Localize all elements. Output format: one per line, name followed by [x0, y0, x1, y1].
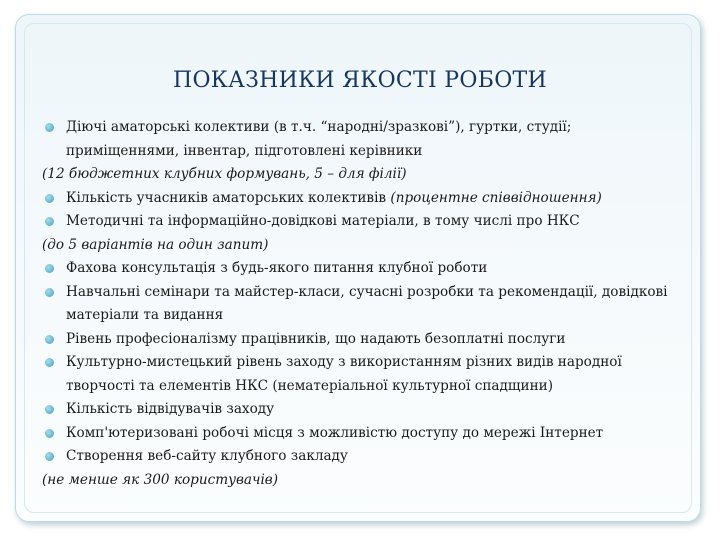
list-item-text: Кількість відвідувачів заходу	[66, 401, 275, 417]
list-item	[42, 257, 682, 281]
list-item	[42, 210, 682, 234]
list-item-text: Рівень професіоналізму працівників, що надають безоплатні послуги	[66, 330, 566, 347]
bullet-icon	[45, 405, 54, 414]
list-note-text: (12 бюджетних клубних формувань, 5 – для філії)	[42, 166, 407, 182]
list-item-text: Комп'ютеризовані робочі місця з можливістю доступу до мережі Інтернет	[66, 424, 604, 441]
bullet-icon	[45, 452, 54, 461]
list-item	[42, 328, 682, 352]
list-item	[42, 281, 682, 328]
list-item-text: Фахова консультація з будь-якого питання клубної роботи	[66, 260, 488, 276]
list-item-italic-text: (процентне співвідношення)	[390, 189, 602, 206]
bullet-icon	[45, 217, 54, 226]
page-title: ПОКАЗНИКИ ЯКОСТІ РОБОТИ	[172, 68, 547, 93]
bullet-icon	[45, 429, 54, 438]
list-item-text: Навчальні семінари та майстер-класи, сучасні розробки та рекомендації, довідкові матеріали та видання	[66, 283, 668, 323]
list-item	[42, 398, 682, 422]
list-note	[42, 163, 682, 187]
list-item-text: Діючі аматорські колективи (в т.ч. “народні/зразкові”), гуртки, студії; приміщеннями, інвентар, підготовлені керівники	[66, 119, 572, 159]
bullet-icon	[45, 358, 54, 367]
list-item	[42, 351, 682, 398]
list-item-text: Створення веб-сайту клубного закладу	[66, 448, 348, 464]
bullet-icon	[45, 264, 54, 273]
list-item	[42, 116, 682, 163]
list-item	[42, 422, 682, 446]
list-item-text: Методичні та інформаційно-довідкові матеріали, в тому числі про НКС	[66, 213, 580, 229]
list-note-text: (не менше як 300 користувачів)	[42, 471, 279, 488]
list-item	[42, 187, 682, 211]
list-note	[42, 234, 682, 258]
quality-indicators-list	[42, 116, 682, 492]
list-note-text: (до 5 варіантів на один запит)	[42, 236, 269, 253]
bullet-icon	[45, 194, 54, 203]
list-item	[42, 445, 682, 469]
list-note	[42, 469, 682, 493]
list-item-text: Кількість учасників аматорських колективів	[66, 189, 387, 206]
bullet-icon	[45, 123, 54, 132]
list-item-text: Культурно-мистецький рівень заходу з використанням різних видів народної творчості та елементів НКС (нематеріальної культурної спадщини)	[66, 354, 622, 394]
bullet-icon	[45, 288, 54, 297]
bullet-icon	[45, 335, 54, 344]
